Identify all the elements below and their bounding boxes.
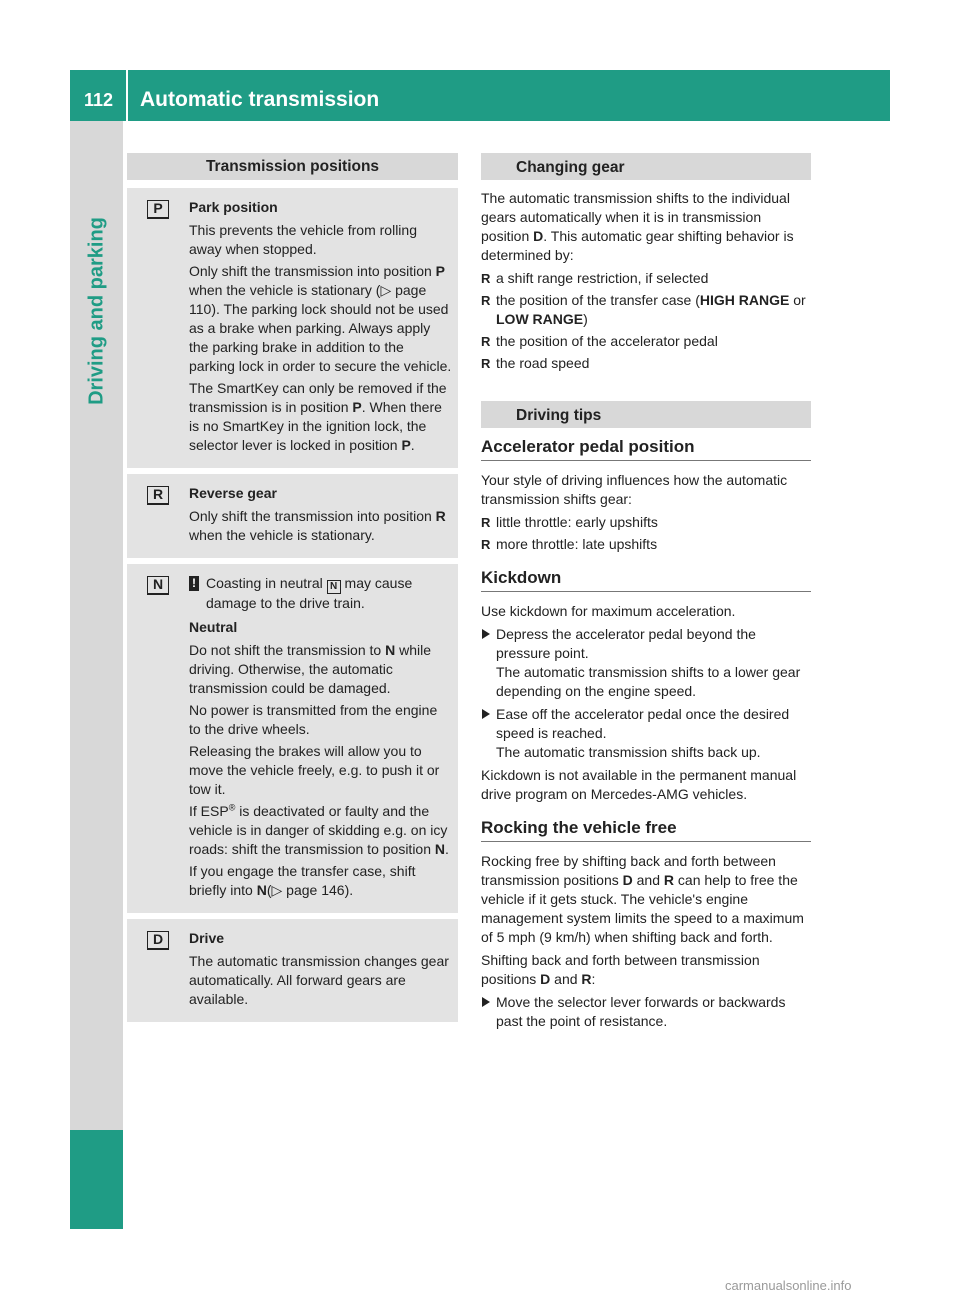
- row-text: Only shift the transmission into position P when the vehicle is stationary (▷ page 110). The parking lock should not be used as a brake when parking. Always apply the parking brake in addition to the parking lock in order to secure the vehicle.: [189, 263, 452, 374]
- neutral-symbol-icon: N: [327, 580, 341, 594]
- chapter-title: Automatic transmission: [140, 88, 380, 111]
- row-title: Reverse gear: [189, 485, 277, 501]
- footer-watermark: carmanualsonline.info: [725, 1278, 852, 1293]
- changing-gear-heading: Changing gear: [481, 153, 811, 180]
- warning-note: ! Coasting in neutral N may cause damage to the drive train.: [189, 574, 452, 613]
- page-number: 112: [84, 90, 114, 110]
- row-title: Neutral: [189, 619, 238, 635]
- list-item: R the position of the transfer case (HIGH RANGE or LOW RANGE): [481, 291, 811, 329]
- gear-n-icon: N: [147, 576, 169, 595]
- row-text: Do not shift the transmission to N while driving. Otherwise, the automatic transmission could be damaged.: [189, 642, 432, 696]
- accelerator-intro: Your style of driving influences how the automatic transmission shifts gear:: [481, 472, 788, 507]
- kickdown-intro: Use kickdown for maximum acceleration.: [481, 603, 736, 619]
- row-text: No power is transmitted from the engine to the drive wheels.: [189, 702, 438, 737]
- gear-p-icon: P: [147, 200, 169, 219]
- row-title: Drive: [189, 930, 225, 946]
- right-column: [481, 153, 811, 1035]
- changing-gear-list: [481, 269, 811, 373]
- transmission-positions-section: [127, 153, 458, 1028]
- list-item: R the road speed: [481, 354, 811, 373]
- row-text: If ESP® is deactivated or faulty and the vehicle is in danger of skidding e.g. on icy roads: shift the transmission to position N.: [189, 802, 449, 857]
- warning-icon: !: [189, 576, 199, 591]
- list-item: R more throttle: late upshifts: [481, 535, 811, 554]
- sidebar-label-text: Driving and parking: [85, 217, 107, 405]
- sidebar-section-label: [70, 121, 123, 501]
- changing-gear-intro: The automatic transmission shifts to the individual gears automatically when it is in transmission position D. This automatic gear shifting behavior is determined by:: [481, 190, 794, 263]
- row-text: If you engage the transfer case, shift briefly into N(▷ page 146).: [189, 863, 416, 898]
- positions-table: [127, 188, 458, 1022]
- list-item: R the position of the accelerator pedal: [481, 332, 811, 351]
- list-item: Move the selector lever forwards or backwards past the point of resistance.: [481, 993, 811, 1031]
- gear-d-icon: D: [147, 931, 169, 950]
- rocking-heading: Rocking the vehicle free: [481, 818, 811, 842]
- table-row-neutral: [127, 564, 458, 913]
- kickdown-steps: [481, 625, 811, 762]
- rocking-steps: [481, 993, 811, 1031]
- row-text: The automatic transmission changes gear automatically. All forward gears are available.: [189, 953, 449, 1007]
- row-text: Releasing the brakes will allow you to move the vehicle freely, e.g. to push it or tow it.: [189, 743, 440, 797]
- list-item: Ease off the accelerator pedal once the desired speed is reached. The automatic transmission shifts back up.: [481, 705, 811, 762]
- rocking-text: Shifting back and forth between transmission positions D and R:: [481, 952, 760, 987]
- table-row-park: [127, 188, 458, 468]
- row-text: This prevents the vehicle from rolling away when stopped.: [189, 222, 417, 257]
- table-row-drive: [127, 919, 458, 1022]
- list-item: R little throttle: early upshifts: [481, 513, 811, 532]
- list-item: R a shift range restriction, if selected: [481, 269, 811, 288]
- page-header: [70, 70, 890, 121]
- sidebar-tab-marker: [70, 1130, 123, 1229]
- accelerator-heading: Accelerator pedal position: [481, 437, 811, 461]
- gear-r-icon: R: [147, 486, 169, 505]
- list-item: Depress the accelerator pedal beyond the pressure point. The automatic transmission shifts to a lower gear depending on the engine speed.: [481, 625, 811, 701]
- row-text: Only shift the transmission into position R when the vehicle is stationary.: [189, 508, 446, 543]
- row-text: The SmartKey can only be removed if the transmission is in position P. When there is no SmartKey in the ignition lock, the selector lever is locked in position P.: [189, 380, 447, 453]
- driving-tips-heading: Driving tips: [481, 401, 811, 428]
- page-ref-arrow-icon: ▷: [271, 882, 283, 898]
- kickdown-note: Kickdown is not available in the permanent manual drive program on Mercedes-AMG vehicles.: [481, 767, 797, 802]
- kickdown-heading: Kickdown: [481, 568, 811, 592]
- header-divider: [126, 70, 128, 121]
- page-ref-arrow-icon: ▷: [380, 282, 392, 298]
- table-row-reverse: [127, 474, 458, 558]
- row-title: Park position: [189, 199, 278, 215]
- accelerator-list: [481, 513, 811, 554]
- rocking-text: Rocking free by shifting back and forth between transmission positions D and R can help to free the vehicle if it gets stuck. The vehicle's engine management system limits the speed to a maximum of 5 mph (9 km/h) when shifting back and forth.: [481, 853, 804, 945]
- section-heading: Transmission positions: [127, 153, 458, 180]
